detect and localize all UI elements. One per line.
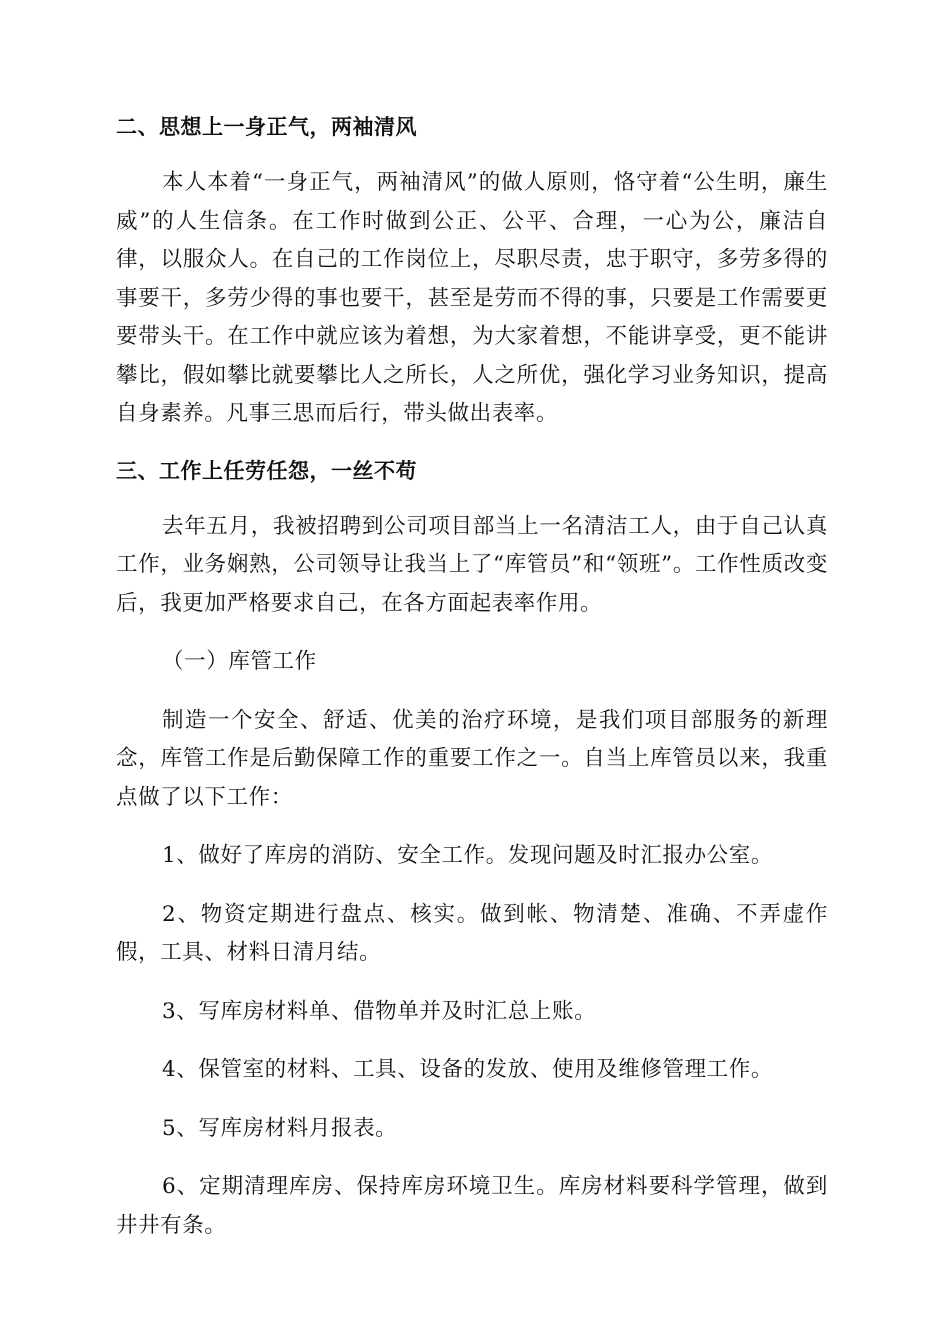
document-body [116, 110, 828, 1265]
section-heading-2: 二、思想上一身正气，两袖清风 [116, 115, 417, 139]
list-item: 4、保管室的材料、工具、设备的发放、使用及维修管理工作。 [162, 1057, 773, 1082]
list-item: 2、物资定期进行盘点、核实。做到帐、物清楚、准确、不弄虚作假，工具、材料日清月结。 [116, 901, 828, 965]
section-2-paragraph: 本人本着“一身正气，两袖清风”的做人原则，恪守着“公生明，廉生威”的人生信条。在工作时做到公正、公平、合理，一心为公，廉洁自律，以服众人。在自己的工作岗位上，尽职尽责，忠于职守，多劳多得的事要干，多劳少得的事也要干，甚至是劳而不得的事，只要是工作需要更要带头干。在工作中就应该为着想，为大家着想，不能讲享受，更不能讲攀比，假如攀比就要攀比人之所长，人之所优，强化学习业务知识，提高自身素养。凡事三思而后行，带头做出表率。 [116, 170, 828, 426]
section-3-paragraph: 去年五月，我被招聘到公司项目部当上一名清洁工人，由于自己认真工作，业务娴熟，公司领导让我当上了“库管员”和“领班”。工作性质改变后，我更加严格要求自己，在各方面起表率作用。 [116, 513, 828, 616]
section-heading-3: 三、工作上任劳任怨，一丝不苟 [116, 458, 417, 483]
warehouse-intro-paragraph: 制造一个安全、舒适、优美的治疗环境，是我们项目部服务的新理念，库管工作是后勤保障工作的重要工作之一。自当上库管员以来，我重点做了以下工作： [116, 707, 828, 810]
list-item: 6、定期清理库房、保持库房环境卫生。库房材料要科学管理，做到井井有条。 [116, 1174, 828, 1238]
subheading-warehouse-work: （一）库管工作 [162, 649, 317, 674]
list-item: 5、写库房材料月报表。 [162, 1115, 398, 1141]
list-item: 3、写库房材料单、借物单并及时汇总上账。 [162, 998, 597, 1024]
list-item: 1、做好了库房的消防、安全工作。发现问题及时汇报办公室。 [162, 843, 773, 868]
